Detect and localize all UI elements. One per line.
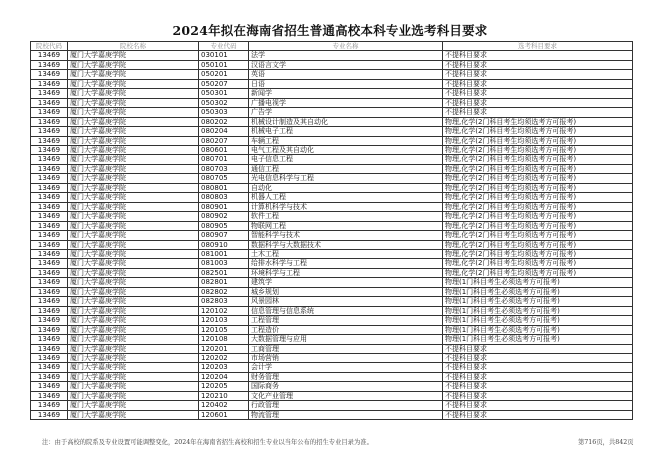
school-code-cell: 13469 xyxy=(31,363,68,372)
school-code-cell: 13469 xyxy=(31,231,68,240)
school-code-cell: 13469 xyxy=(31,297,68,306)
major-name-cell: 会计学 xyxy=(249,363,443,372)
subject-requirement-cell: 不提科目要求 xyxy=(443,410,633,419)
school-code-cell: 13469 xyxy=(31,335,68,344)
subject-requirement-cell: 不提科目要求 xyxy=(443,372,633,381)
table-row xyxy=(31,89,633,98)
subject-requirement-cell: 物理(1门科目考生必须选考方可报考) xyxy=(443,316,633,325)
major-code-cell: 120108 xyxy=(199,335,249,344)
major-code-cell: 050301 xyxy=(199,89,249,98)
school-code-cell: 13469 xyxy=(31,127,68,136)
subject-requirement-cell: 物理,化学(2门科目考生均须选考方可报考) xyxy=(443,212,633,221)
school-name-cell: 厦门大学嘉庚学院 xyxy=(68,372,199,381)
table-row xyxy=(31,372,633,381)
major-code-cell: 120601 xyxy=(199,410,249,419)
subject-requirement-cell: 不提科目要求 xyxy=(443,60,633,69)
table-row xyxy=(31,391,633,400)
table-row xyxy=(31,60,633,69)
major-name-cell: 机械设计制造及其自动化 xyxy=(249,117,443,126)
subject-requirement-cell: 物理,化学(2门科目考生均须选考方可报考) xyxy=(443,193,633,202)
major-code-cell: 082802 xyxy=(199,287,249,296)
major-code-cell: 120203 xyxy=(199,363,249,372)
school-name-cell: 厦门大学嘉庚学院 xyxy=(68,268,199,277)
school-name-cell: 厦门大学嘉庚学院 xyxy=(68,249,199,258)
major-code-cell: 120402 xyxy=(199,401,249,410)
major-name-cell: 自动化 xyxy=(249,183,443,192)
school-code-cell: 13469 xyxy=(31,259,68,268)
major-code-cell: 080204 xyxy=(199,127,249,136)
major-code-cell: 080801 xyxy=(199,183,249,192)
major-name-cell: 风景园林 xyxy=(249,297,443,306)
major-name-cell: 光电信息科学与工程 xyxy=(249,174,443,183)
subject-requirements-table xyxy=(30,41,633,420)
school-code-cell: 13469 xyxy=(31,117,68,126)
table-row xyxy=(31,353,633,362)
major-code-cell: 081001 xyxy=(199,249,249,258)
table-row xyxy=(31,117,633,126)
major-code-cell: 080803 xyxy=(199,193,249,202)
school-code-cell: 13469 xyxy=(31,174,68,183)
subject-requirement-cell: 不提科目要求 xyxy=(443,401,633,410)
school-name-cell: 厦门大学嘉庚学院 xyxy=(68,335,199,344)
school-name-cell: 厦门大学嘉庚学院 xyxy=(68,136,199,145)
school-name-cell: 厦门大学嘉庚学院 xyxy=(68,127,199,136)
school-name-cell: 厦门大学嘉庚学院 xyxy=(68,108,199,117)
school-code-cell: 13469 xyxy=(31,344,68,353)
school-name-cell: 厦门大学嘉庚学院 xyxy=(68,325,199,334)
major-name-cell: 机械电子工程 xyxy=(249,127,443,136)
major-code-cell: 050302 xyxy=(199,98,249,107)
school-name-cell: 厦门大学嘉庚学院 xyxy=(68,259,199,268)
school-code-cell: 13469 xyxy=(31,79,68,88)
subject-requirement-cell: 不提科目要求 xyxy=(443,391,633,400)
school-code-cell: 13469 xyxy=(31,240,68,249)
school-name-cell: 厦门大学嘉庚学院 xyxy=(68,51,199,60)
school-code-cell: 13469 xyxy=(31,60,68,69)
school-name-cell: 厦门大学嘉庚学院 xyxy=(68,212,199,221)
subject-requirement-cell: 不提科目要求 xyxy=(443,51,633,60)
table-row xyxy=(31,221,633,230)
school-code-cell: 13469 xyxy=(31,145,68,154)
major-name-cell: 计算机科学与技术 xyxy=(249,202,443,211)
header-major-name: 专业名称 xyxy=(249,42,443,51)
major-name-cell: 物联网工程 xyxy=(249,221,443,230)
table-row xyxy=(31,297,633,306)
school-name-cell: 厦门大学嘉庚学院 xyxy=(68,221,199,230)
subject-requirement-cell: 物理,化学(2门科目考生均须选考方可报考) xyxy=(443,202,633,211)
school-code-cell: 13469 xyxy=(31,401,68,410)
subject-requirement-cell: 物理,化学(2门科目考生均须选考方可报考) xyxy=(443,127,633,136)
subject-requirement-cell: 物理(1门科目考生必须选考方可报考) xyxy=(443,325,633,334)
school-name-cell: 厦门大学嘉庚学院 xyxy=(68,410,199,419)
table-row xyxy=(31,98,633,107)
table-row xyxy=(31,212,633,221)
school-code-cell: 13469 xyxy=(31,89,68,98)
school-code-cell: 13469 xyxy=(31,268,68,277)
major-name-cell: 工商管理 xyxy=(249,344,443,353)
table-row xyxy=(31,51,633,60)
major-name-cell: 英语 xyxy=(249,70,443,79)
subject-requirement-cell: 物理,化学(2门科目考生均须选考方可报考) xyxy=(443,240,633,249)
school-name-cell: 厦门大学嘉庚学院 xyxy=(68,164,199,173)
major-code-cell: 080705 xyxy=(199,174,249,183)
school-code-cell: 13469 xyxy=(31,325,68,334)
subject-requirement-cell: 物理,化学(2门科目考生均须选考方可报考) xyxy=(443,259,633,268)
school-code-cell: 13469 xyxy=(31,193,68,202)
subject-requirement-cell: 不提科目要求 xyxy=(443,353,633,362)
table-row xyxy=(31,306,633,315)
subject-requirement-cell: 物理,化学(2门科目考生均须选考方可报考) xyxy=(443,221,633,230)
school-name-cell: 厦门大学嘉庚学院 xyxy=(68,145,199,154)
header-major-code: 专业代码 xyxy=(199,42,249,51)
table-row xyxy=(31,240,633,249)
school-code-cell: 13469 xyxy=(31,306,68,315)
table-row xyxy=(31,325,633,334)
major-code-cell: 082801 xyxy=(199,278,249,287)
major-name-cell: 汉语言文学 xyxy=(249,60,443,69)
subject-requirement-cell: 物理,化学(2门科目考生均须选考方可报考) xyxy=(443,136,633,145)
subject-requirement-cell: 物理(1门科目考生必须选考方可报考) xyxy=(443,297,633,306)
major-name-cell: 环境科学与工程 xyxy=(249,268,443,277)
subject-requirement-cell: 物理,化学(2门科目考生均须选考方可报考) xyxy=(443,145,633,154)
table-row xyxy=(31,70,633,79)
table-row xyxy=(31,410,633,419)
subject-requirement-cell: 物理,化学(2门科目考生均须选考方可报考) xyxy=(443,249,633,258)
major-code-cell: 080703 xyxy=(199,164,249,173)
header-school-name: 院校名称 xyxy=(68,42,199,51)
major-code-cell: 120105 xyxy=(199,325,249,334)
major-code-cell: 050303 xyxy=(199,108,249,117)
table-row xyxy=(31,164,633,173)
table-row xyxy=(31,174,633,183)
major-code-cell: 050207 xyxy=(199,79,249,88)
table-row xyxy=(31,335,633,344)
school-code-cell: 13469 xyxy=(31,372,68,381)
school-code-cell: 13469 xyxy=(31,155,68,164)
major-name-cell: 智能科学与技术 xyxy=(249,231,443,240)
major-code-cell: 080902 xyxy=(199,212,249,221)
table-row xyxy=(31,108,633,117)
table-row xyxy=(31,155,633,164)
school-code-cell: 13469 xyxy=(31,98,68,107)
school-name-cell: 厦门大学嘉庚学院 xyxy=(68,401,199,410)
school-name-cell: 厦门大学嘉庚学院 xyxy=(68,89,199,98)
major-code-cell: 081003 xyxy=(199,259,249,268)
school-code-cell: 13469 xyxy=(31,287,68,296)
table-row xyxy=(31,183,633,192)
table-row xyxy=(31,287,633,296)
subject-requirement-cell: 物理,化学(2门科目考生均须选考方可报考) xyxy=(443,183,633,192)
school-name-cell: 厦门大学嘉庚学院 xyxy=(68,155,199,164)
major-code-cell: 080601 xyxy=(199,145,249,154)
major-name-cell: 建筑学 xyxy=(249,278,443,287)
table-row xyxy=(31,202,633,211)
major-name-cell: 财务管理 xyxy=(249,372,443,381)
header-school-code: 院校代码 xyxy=(31,42,68,51)
school-name-cell: 厦门大学嘉庚学院 xyxy=(68,297,199,306)
major-code-cell: 080202 xyxy=(199,117,249,126)
major-code-cell: 120103 xyxy=(199,316,249,325)
major-name-cell: 给排水科学与工程 xyxy=(249,259,443,268)
major-name-cell: 文化产业管理 xyxy=(249,391,443,400)
subject-requirement-cell: 不提科目要求 xyxy=(443,363,633,372)
major-code-cell: 120202 xyxy=(199,353,249,362)
major-code-cell: 120102 xyxy=(199,306,249,315)
table-row xyxy=(31,249,633,258)
major-name-cell: 信息管理与信息系统 xyxy=(249,306,443,315)
school-code-cell: 13469 xyxy=(31,183,68,192)
school-code-cell: 13469 xyxy=(31,278,68,287)
subject-requirement-cell: 物理,化学(2门科目考生均须选考方可报考) xyxy=(443,117,633,126)
major-name-cell: 行政管理 xyxy=(249,401,443,410)
school-name-cell: 厦门大学嘉庚学院 xyxy=(68,363,199,372)
school-code-cell: 13469 xyxy=(31,382,68,391)
school-code-cell: 13469 xyxy=(31,51,68,60)
major-name-cell: 土木工程 xyxy=(249,249,443,258)
major-code-cell: 080907 xyxy=(199,231,249,240)
table-row xyxy=(31,344,633,353)
school-name-cell: 厦门大学嘉庚学院 xyxy=(68,79,199,88)
school-name-cell: 厦门大学嘉庚学院 xyxy=(68,316,199,325)
major-name-cell: 城乡规划 xyxy=(249,287,443,296)
major-name-cell: 日语 xyxy=(249,79,443,88)
school-code-cell: 13469 xyxy=(31,316,68,325)
major-name-cell: 软件工程 xyxy=(249,212,443,221)
subject-requirement-cell: 物理,化学(2门科目考生均须选考方可报考) xyxy=(443,155,633,164)
subject-requirement-cell: 不提科目要求 xyxy=(443,344,633,353)
school-code-cell: 13469 xyxy=(31,212,68,221)
major-name-cell: 广播电视学 xyxy=(249,98,443,107)
footer-note: 注：由于高校的院系及专业设置可能调整变化，2024年在海南省招生高校和招生专业以当年公布的招生专业目录为准。 xyxy=(42,439,373,446)
major-code-cell: 120205 xyxy=(199,382,249,391)
major-name-cell: 国际商务 xyxy=(249,382,443,391)
major-code-cell: 082501 xyxy=(199,268,249,277)
major-name-cell: 广告学 xyxy=(249,108,443,117)
subject-requirement-cell: 物理,化学(2门科目考生均须选考方可报考) xyxy=(443,174,633,183)
table-row xyxy=(31,127,633,136)
major-name-cell: 电子信息工程 xyxy=(249,155,443,164)
subject-requirement-cell: 不提科目要求 xyxy=(443,98,633,107)
table-row xyxy=(31,259,633,268)
subject-requirement-cell: 不提科目要求 xyxy=(443,89,633,98)
major-name-cell: 电气工程及其自动化 xyxy=(249,145,443,154)
major-name-cell: 通信工程 xyxy=(249,164,443,173)
subject-requirement-cell: 物理(1门科目考生必须选考方可报考) xyxy=(443,335,633,344)
major-code-cell: 050101 xyxy=(199,60,249,69)
school-name-cell: 厦门大学嘉庚学院 xyxy=(68,174,199,183)
subject-requirement-cell: 物理,化学(2门科目考生均须选考方可报考) xyxy=(443,268,633,277)
school-name-cell: 厦门大学嘉庚学院 xyxy=(68,344,199,353)
subject-requirement-cell: 物理(1门科目考生必须选考方可报考) xyxy=(443,306,633,315)
school-name-cell: 厦门大学嘉庚学院 xyxy=(68,70,199,79)
table-row xyxy=(31,382,633,391)
major-code-cell: 082803 xyxy=(199,297,249,306)
school-code-cell: 13469 xyxy=(31,391,68,400)
subject-requirement-cell: 不提科目要求 xyxy=(443,382,633,391)
school-name-cell: 厦门大学嘉庚学院 xyxy=(68,202,199,211)
school-code-cell: 13469 xyxy=(31,202,68,211)
table-row xyxy=(31,231,633,240)
major-name-cell: 物流管理 xyxy=(249,410,443,419)
page-number: 第716页，共842页 xyxy=(578,439,634,446)
major-code-cell: 120210 xyxy=(199,391,249,400)
subject-requirement-cell: 物理,化学(2门科目考生均须选考方可报考) xyxy=(443,231,633,240)
header-subject-requirement: 选考科目要求 xyxy=(443,42,633,51)
table-row xyxy=(31,193,633,202)
major-name-cell: 工程造价 xyxy=(249,325,443,334)
major-code-cell: 120201 xyxy=(199,344,249,353)
school-code-cell: 13469 xyxy=(31,221,68,230)
major-code-cell: 050201 xyxy=(199,70,249,79)
school-name-cell: 厦门大学嘉庚学院 xyxy=(68,306,199,315)
school-code-cell: 13469 xyxy=(31,70,68,79)
school-name-cell: 厦门大学嘉庚学院 xyxy=(68,391,199,400)
school-name-cell: 厦门大学嘉庚学院 xyxy=(68,193,199,202)
school-name-cell: 厦门大学嘉庚学院 xyxy=(68,183,199,192)
major-name-cell: 大数据管理与应用 xyxy=(249,335,443,344)
table-row xyxy=(31,145,633,154)
major-code-cell: 030101 xyxy=(199,51,249,60)
subject-requirement-cell: 不提科目要求 xyxy=(443,79,633,88)
table-row xyxy=(31,136,633,145)
school-code-cell: 13469 xyxy=(31,136,68,145)
major-name-cell: 法学 xyxy=(249,51,443,60)
major-code-cell: 080901 xyxy=(199,202,249,211)
table-row xyxy=(31,363,633,372)
school-name-cell: 厦门大学嘉庚学院 xyxy=(68,382,199,391)
major-code-cell: 080701 xyxy=(199,155,249,164)
table-header-row xyxy=(31,42,633,51)
major-name-cell: 市场营销 xyxy=(249,353,443,362)
table-row xyxy=(31,316,633,325)
table-body xyxy=(31,51,633,420)
subject-requirement-cell: 不提科目要求 xyxy=(443,108,633,117)
school-name-cell: 厦门大学嘉庚学院 xyxy=(68,287,199,296)
school-name-cell: 厦门大学嘉庚学院 xyxy=(68,353,199,362)
subject-requirement-cell: 不提科目要求 xyxy=(443,70,633,79)
school-code-cell: 13469 xyxy=(31,164,68,173)
major-name-cell: 车辆工程 xyxy=(249,136,443,145)
major-name-cell: 工程管理 xyxy=(249,316,443,325)
school-name-cell: 厦门大学嘉庚学院 xyxy=(68,98,199,107)
subject-requirement-cell: 物理(1门科目考生必须选考方可报考) xyxy=(443,278,633,287)
school-name-cell: 厦门大学嘉庚学院 xyxy=(68,60,199,69)
school-name-cell: 厦门大学嘉庚学院 xyxy=(68,117,199,126)
school-name-cell: 厦门大学嘉庚学院 xyxy=(68,231,199,240)
table-row xyxy=(31,268,633,277)
school-code-cell: 13469 xyxy=(31,353,68,362)
school-code-cell: 13469 xyxy=(31,410,68,419)
major-name-cell: 新闻学 xyxy=(249,89,443,98)
subject-requirement-cell: 物理(1门科目考生必须选考方可报考) xyxy=(443,287,633,296)
major-code-cell: 080905 xyxy=(199,221,249,230)
school-name-cell: 厦门大学嘉庚学院 xyxy=(68,240,199,249)
school-name-cell: 厦门大学嘉庚学院 xyxy=(68,278,199,287)
major-name-cell: 机器人工程 xyxy=(249,193,443,202)
page-title: 2024年拟在海南省招生普通高校本科专业选考科目要求 xyxy=(172,23,488,38)
subject-requirement-cell: 物理,化学(2门科目考生均须选考方可报考) xyxy=(443,164,633,173)
table-row xyxy=(31,401,633,410)
school-code-cell: 13469 xyxy=(31,108,68,117)
major-name-cell: 数据科学与大数据技术 xyxy=(249,240,443,249)
major-code-cell: 120204 xyxy=(199,372,249,381)
major-code-cell: 080207 xyxy=(199,136,249,145)
school-code-cell: 13469 xyxy=(31,249,68,258)
table-row xyxy=(31,278,633,287)
table-row xyxy=(31,79,633,88)
major-code-cell: 080910 xyxy=(199,240,249,249)
